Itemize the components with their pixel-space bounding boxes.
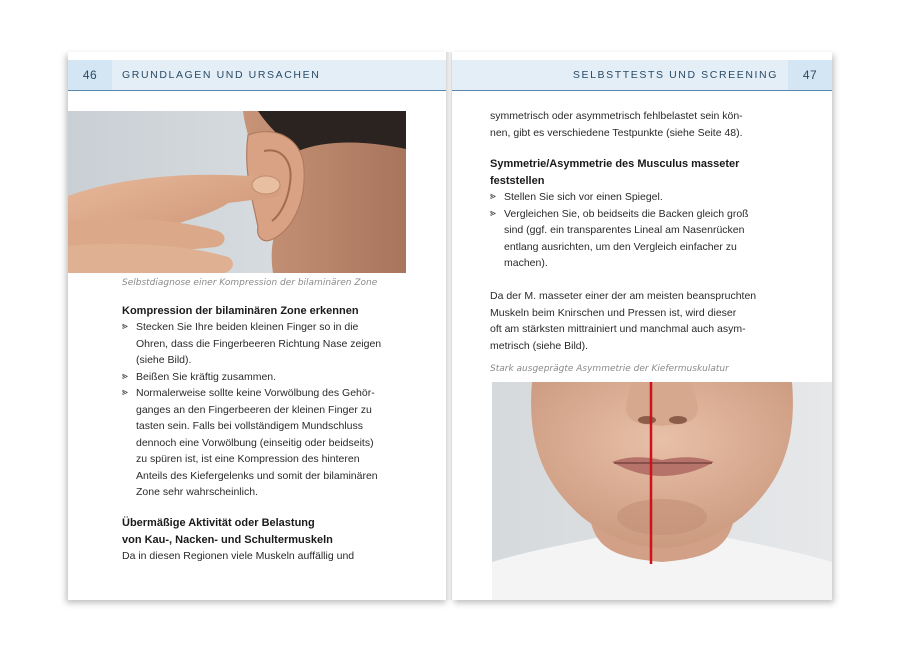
- page-number: 47: [788, 60, 832, 90]
- face-photo: [492, 382, 832, 600]
- arrowhead-bullet-icon: ⪢: [122, 370, 128, 382]
- running-head: SELBSTTESTS UND SCREENING: [572, 69, 778, 81]
- arrowhead-bullet-icon: ⪢: [490, 207, 496, 219]
- section-heading: Symmetrie/Asymmetrie des Musculus masseter feststellen: [490, 158, 740, 187]
- body-text: Da der M. masseter einer der am meisten beanspruchten Muskeln beim Knirschen und Pressen ist, wird dieser oft am stärksten mittrainiert und manchmal auch asym- metrisch (siehe Bild).: [490, 290, 757, 352]
- arrowhead-bullet-icon: ⪢: [122, 387, 128, 398]
- ear-photo: [68, 111, 406, 273]
- ear-photo-illustration: [68, 111, 406, 273]
- list-item: ⪢ Normalerweise sollte keine Vorwölbung des Gehör- ganges an den Fingerbeeren der kleinen Finger zu tasten sein. Falls bei vollständigem Mundschluss dennoch eine Vorwölbung (einseitig oder beidseits) zu spüren ist, ist eine Kompression des hinteren Anteils des Kiefergelenks und somit der bilaminären Zone sehr wahrscheinlich.: [122, 387, 378, 498]
- list-item: ⪢ Vergleichen Sie, ob beidseits die Backen gleich groß sind (ggf. ein transparentes Lineal am Nasenrücken entlang ausrichten, um den Vergleich einfacher zu machen).: [490, 207, 749, 269]
- page-number: 46: [68, 60, 112, 90]
- list-item: ⪢ Stecken Sie Ihre beiden kleinen Finger so in die Ohren, dass die Fingerbeeren Richtung Nase zeigen (siehe Bild).: [122, 321, 382, 366]
- list-item: ⪢ Beißen Sie kräftig zusammen.: [122, 369, 442, 386]
- face-photo-illustration: [492, 382, 832, 600]
- right-header: [452, 60, 832, 91]
- image-caption: Selbstdiagnose einer Kompression der bilaminären Zone: [122, 278, 378, 288]
- image-caption: Stark ausgeprägte Asymmetrie der Kiefermuskulatur: [490, 364, 729, 374]
- arrowhead-bullet-icon: ⪢: [122, 321, 128, 332]
- arrowhead-bullet-icon: ⪢: [490, 191, 496, 202]
- left-page: [68, 52, 448, 600]
- list-item: ⪢ Stellen Sie sich vor einen Spiegel.: [490, 189, 820, 206]
- section-heading: Übermäßige Aktivität oder Belastung von Kau-, Nacken- und Schultermuskeln: [122, 517, 333, 546]
- body-text: Da in diesen Regionen viele Muskeln auffällig und: [122, 550, 355, 562]
- right-page: [452, 52, 832, 600]
- section-heading: Kompression der bilaminären Zone erkennen: [122, 305, 359, 317]
- left-header: [68, 60, 448, 91]
- bullet-list: [122, 319, 442, 501]
- body-text: symmetrisch oder asymmetrisch fehlbelastet sein kön- nen, gibt es verschiedene Testpunkte (siehe Seite 48).: [490, 110, 743, 139]
- bullet-list: [490, 189, 820, 272]
- book-spread: [68, 52, 832, 600]
- running-head: GRUNDLAGEN UND URSACHEN: [122, 69, 321, 81]
